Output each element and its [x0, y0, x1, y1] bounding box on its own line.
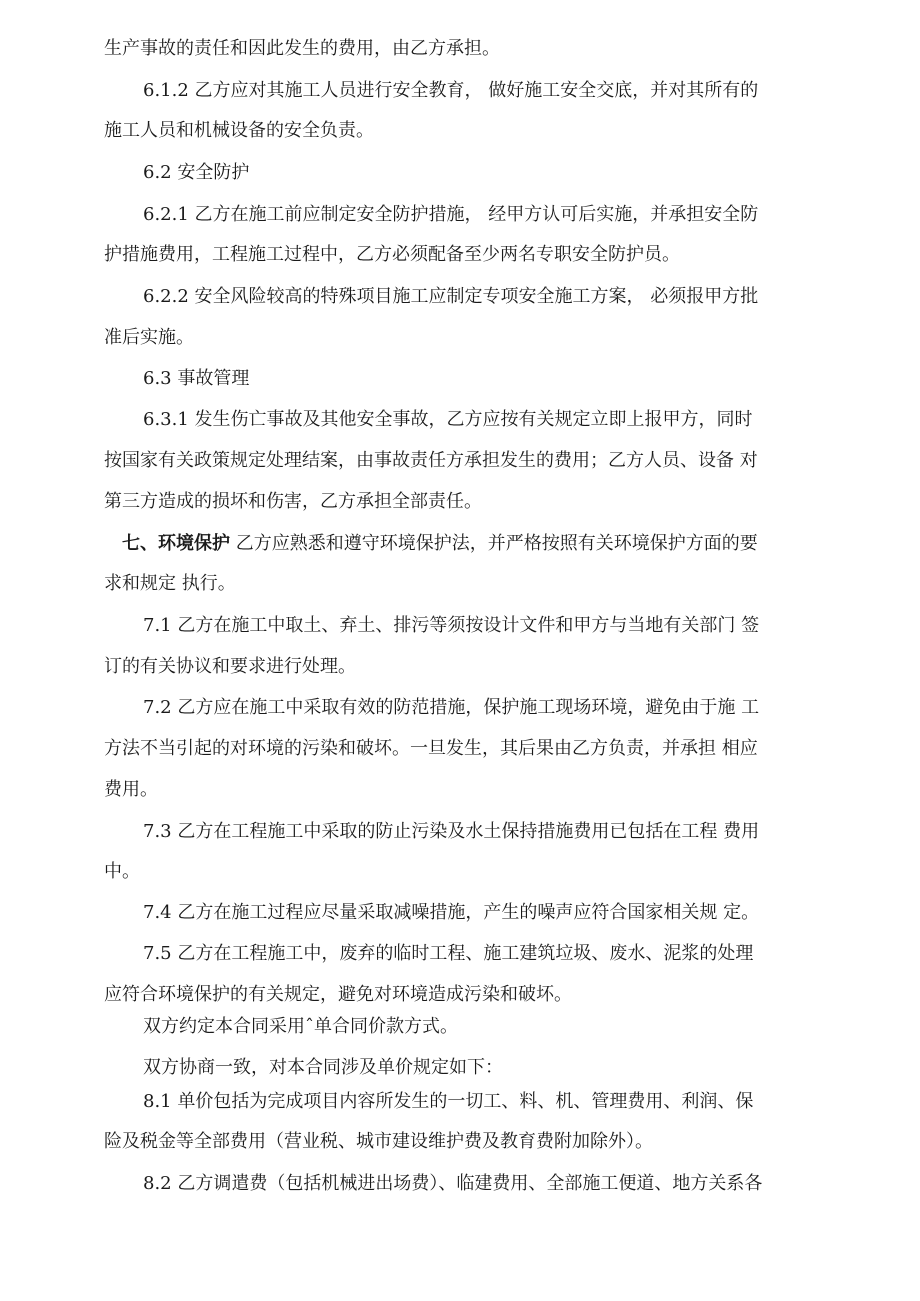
- text-line: 8.2 乙方调遣费（包括机械进出场费）、临建费用、全部施工便道、地方关系各: [143, 1173, 763, 1194]
- text-line: 6.2.2 安全风险较高的特殊项目施工应制定专项安全施工方案， 必须报甲方批: [143, 286, 759, 307]
- chapter-heading: 七、环境保护: [122, 533, 230, 554]
- chapter-line: [122, 532, 758, 556]
- text-line: 准后实施。: [104, 327, 194, 348]
- text-line: 8.1 单价包括为完成项目内容所发生的一切工、料、机、管理费用、利润、保: [143, 1091, 754, 1112]
- text-line: 施工人员和机械设备的安全负责。: [104, 120, 374, 141]
- text-line: 按国家有关政策规定处理结案，由事故责任方承担发生的费用；乙方人员、设备 对: [104, 450, 758, 471]
- text-line: 应符合环境保护的有关规定，避免对环境造成污染和破坏。: [104, 984, 572, 1005]
- text-line: 第三方造成的损坏和伤害，乙方承担全部责任。: [104, 491, 482, 512]
- text-line: 7.4 乙方在施工过程应尽量采取减噪措施，产生的噪声应符合国家相关规 定。: [143, 902, 760, 923]
- text-line: 求和规定 执行。: [104, 573, 236, 594]
- text-line: 费用。: [104, 779, 158, 800]
- text-line: 方法不当引起的对环境的污染和破坏。一旦发生，其后果由乙方负责，并承担 相应: [104, 738, 758, 759]
- text-line: 6.1.2 乙方应对其施工人员进行安全教育， 做好施工安全交底，并对其所有的: [143, 80, 759, 101]
- text-line: 双方约定本合同采用ˆ单合同价款方式。: [143, 1016, 458, 1037]
- text-line: 7.1 乙方在施工中取土、弃土、排污等须按设计文件和甲方与当地有关部门 签: [143, 615, 760, 636]
- text-line: 护措施费用，工程施工过程中，乙方必须配备至少两名专职安全防护员。: [104, 244, 680, 265]
- text-line: 7.5 乙方在工程施工中，废弃的临时工程、施工建筑垃圾、废水、泥浆的处理: [143, 943, 754, 964]
- chapter-intro: 乙方应熟悉和遵守环境保护法，并严格按照有关环境保护方面的要: [230, 533, 758, 554]
- text-line: 双方协商一致，对本合同涉及单价规定如下：: [143, 1057, 503, 1078]
- section-heading: 6.2 安全防护: [143, 162, 250, 183]
- text-line: 生产事故的责任和因此发生的费用，由乙方承担。: [104, 38, 500, 59]
- text-line: 6.3.1 发生伤亡事故及其他安全事故，乙方应按有关规定立即上报甲方，同时: [143, 409, 753, 430]
- text-line: 6.2.1 乙方在施工前应制定安全防护措施， 经甲方认可后实施，并承担安全防: [143, 204, 759, 225]
- text-line: 订的有关协议和要求进行处理。: [104, 656, 356, 677]
- section-heading: 6.3 事故管理: [143, 368, 250, 389]
- text-line: 中。: [104, 861, 140, 882]
- text-line: 7.2 乙方应在施工中采取有效的防范措施，保护施工现场环境，避免由于施 工: [143, 697, 760, 718]
- text-line: 7.3 乙方在工程施工中采取的防止污染及水土保持措施费用已包括在工程 费用: [143, 821, 760, 842]
- text-line: 险及税金等全部费用（营业税、城市建设维护费及教育费附加除外）。: [104, 1131, 653, 1152]
